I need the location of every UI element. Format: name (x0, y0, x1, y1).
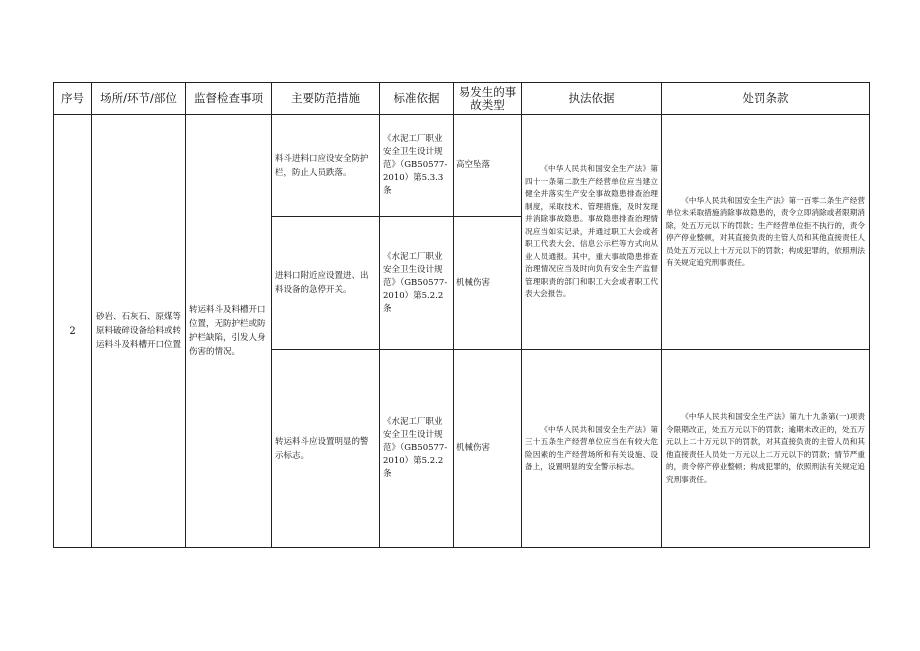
cell-standard-3: 《水泥工厂职业安全卫生设计规范》（GB50577-2010）第5.2.2条 (380, 350, 454, 548)
cell-penalty-1: 《中华人民共和国安全生产法》第一百零二条生产经营单位未采取措施消除事故隐患的，责令立即消除或者限期消除，处五万元以下的罚款；生产经营单位拒不执行的，责令停产停业整顿，对其直接负责的主管人员和其他直接责任人员处五万元以上十万元以下的罚款；构成犯罪的，依照刑法有关规定追究刑事责任。 (662, 115, 870, 350)
cell-accident-1: 高空坠落 (454, 115, 522, 217)
cell-penalty-2: 《中华人民共和国安全生产法》第九十九条第(一)项责令限期改正，处五万元以下的罚款；逾期未改正的，处五万元以上二十万元以下的罚款，对其直接负责的主管人员和其他直接责任人员处一万元以上二万元以下的罚款；情节严重的，责令停产停业整顿；构成犯罪的，依照刑法有关规定追究刑事责任。 (662, 350, 870, 548)
header-place: 场所/环节/部位 (92, 83, 186, 115)
cell-law-1: 《中华人民共和国安全生产法》第四十一条第二款生产经营单位应当建立健全并落实生产安全事故隐患排查治理制度，采取技术、管理措施，及时发现并消除事故隐患。事故隐患排查治理情况应当如实记录，并通过职工大会或者职工代表大会、信息公示栏等方式向从业人员通报。其中，重大事故隐患排查治理情况应当及时向负有安全生产监督管理职责的部门和职工大会或者职工代表大会报告。 (522, 115, 662, 350)
header-item: 监督检查事项 (186, 83, 272, 115)
header-measures: 主要防范措施 (272, 83, 380, 115)
header-accident: 易发生的事故类型 (454, 83, 522, 115)
cell-accident-3: 机械伤害 (454, 350, 522, 548)
cell-item: 转运料斗及料槽开口位置，无防护栏或防护栏缺陷，引发人身伤害的情况。 (186, 115, 272, 548)
header-seq: 序号 (54, 83, 92, 115)
cell-standard-1: 《水泥工厂职业安全卫生设计规范》（GB50577-2010）第5.3.3条 (380, 115, 454, 217)
cell-measure-3: 转运料斗应设置明显的警示标志。 (272, 350, 380, 548)
header-law: 执法依据 (522, 83, 662, 115)
header-standard: 标准依据 (380, 83, 454, 115)
header-row (54, 83, 870, 115)
inspection-table (53, 82, 870, 548)
header-penalty: 处罚条款 (662, 83, 870, 115)
cell-measure-1: 料斗进料口应设安全防护栏，防止人员跌落。 (272, 115, 380, 217)
cell-measure-2: 进料口附近应设置进、出料设备的急停开关。 (272, 217, 380, 350)
cell-place: 砂岩、石灰石、原煤等原料破碎设备给料或转运料斗及料槽开口位置 (92, 115, 186, 548)
table-row (54, 115, 870, 217)
cell-law-2: 《中华人民共和国安全生产法》第三十五条生产经营单位应当在有较大危险因素的生产经营场所和有关设施、设备上，设置明显的安全警示标志。 (522, 350, 662, 548)
cell-accident-2: 机械伤害 (454, 217, 522, 350)
cell-standard-2: 《水泥工厂职业安全卫生设计规范》（GB50577-2010）第5.2.2条 (380, 217, 454, 350)
cell-seq: 2 (54, 115, 92, 548)
